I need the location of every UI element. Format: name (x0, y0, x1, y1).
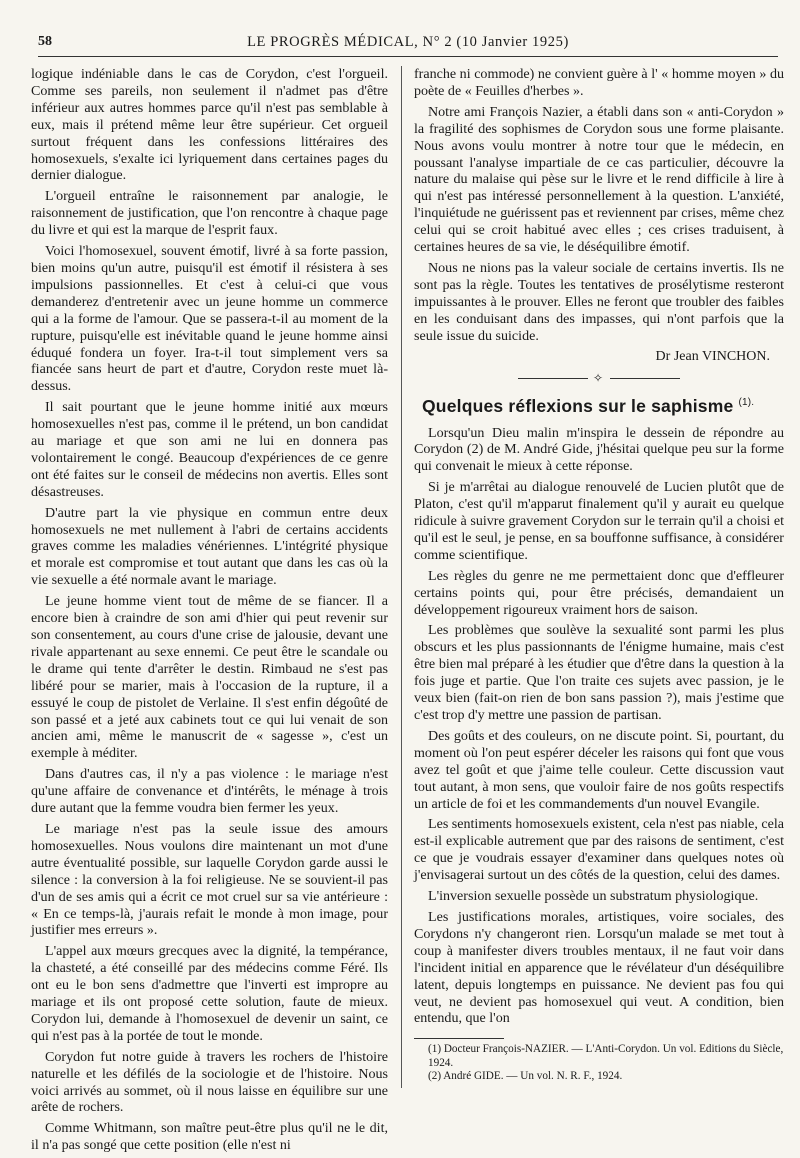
paragraph: L'orgueil entraîne le raisonnement par analogie, le raisonnement de justification, que l'on rencontre à chaque page du livre et qui est la marque de l'esprit faux. (31, 188, 388, 239)
page-number: 58 (38, 34, 52, 49)
paragraph: Comme Whitmann, son maître peut-être plus qu'il ne le dit, il n'a pas songé que cette position (elle n'est ni (31, 1120, 388, 1154)
title-footnote-ref: (1). (738, 396, 755, 408)
paragraph: Lorsqu'un Dieu malin m'inspira le dessein de répondre au Corydon (2) de M. André Gide, j'hésitai quelque peu sur la forme qui convenait le mieux à cette réponse. (414, 424, 784, 475)
footnote: (2) André GIDE. — Un vol. N. R. F., 1924. (428, 1070, 623, 1083)
paragraph: Notre ami François Nazier, a établi dans son « anti-Corydon » la fragilité des sophismes de Corydon sous une forme plaisante. Nous avons voulu montrer à notre tour que le médecin, en poussant l'analyse impartiale de ce cas particulier, découvre la nature du malaise qui pèse sur le livre et le rend difficile à lire à qui n'est pas intéressé personnellement à la question. L'anxiété, l'inquiétude ne guérissent pas et reviennent par crises, même chez celui qui se croit habitué avec elles ; ces crises traduisent, à certaines heures de sa vie, le déséquilibre émotif. (414, 103, 784, 256)
paragraph: Voici l'homosexuel, souvent émotif, livré à sa forte passion, bien moins qu'un autre, puisqu'il est émotif il résistera à ses impulsions passionnelles. Et c'est à celui-ci que vous demanderez d'entretenir avec un jeune homme un commerce qui a la forme de l'amour. Que se passera-t-il au moment de la rupture, puisqu'elle est inévitable quand le jeune homme ainsi éduqué fondera un foyer. Ira-t-il tout simplement vers sa fiancée sans heurt de part et d'autre, Corydon reste muet là-dessus. (31, 243, 388, 395)
footnote-rule (414, 1038, 504, 1039)
paragraph: L'appel aux mœurs grecques avec la dignité, la tempérance, la chasteté, a été conseillé par des médecins comme Féré. Ils ont eu le bon sens d'admettre que l'inverti est impropre au mariage et ils ont proposé cette solution, faute de mieux. Corydon lui, demande à l'homosexuel de devenir un saint, ce qui n'est pas à la portée de tout le monde. (31, 943, 388, 1044)
paragraph: Les justifications morales, artistiques, voire sociales, des Corydons n'y changeront rien. Lorsqu'un malade se met tout à coup à manifester divers troubles mentaux, il ne faut voir dans l'incident initial en apparence que le révélateur d'un déséquilibre latent, depuis longtemps en puissance. Ne devient pas fou qui veut, ne devient pas homosexuel qui veut. A condition, bien entendu, que l'on (414, 908, 784, 1027)
column-divider (401, 66, 402, 1088)
right-column (414, 66, 784, 1031)
footnote: (1) Docteur François-NAZIER. — L'Anti-Corydon. Un vol. Editions du Siècle, 1924. (428, 1043, 784, 1069)
page-header (38, 30, 778, 57)
paragraph: Les règles du genre ne me permettaient donc que d'effleurer certains points qui, pour être précisés, demandaient un développement rigoureux vraiment hors de saison. (414, 567, 784, 618)
paragraph: Dans d'autres cas, il n'y a pas violence : le mariage n'est qu'une affaire de convenance et d'intérêts, le ménage à trois dure autant que la femme voudra bien fermer les yeux. (31, 766, 388, 817)
paragraph: L'inversion sexuelle possède un substratum physiologique. (428, 888, 759, 905)
paragraph: Le mariage n'est pas la seule issue des amours homosexuelles. Nous voulons dire maintenant un mot d'une autre éventualité possible, sur laquelle Corydon garde aussi le silence : la conversion à la foi religieuse. Ne se souvient-il pas d'un de ses amis qui a écrit ce mot cruel sur sa vie antérieure : « En ce temps-là, j'aurais refait le monde à mon image, pour justifier mes erreurs ». (31, 820, 388, 939)
paragraph: Les problèmes que soulève la sexualité sont parmi les plus obscurs et les plus passionnants de l'énigme humaine, mais c'est être bien mal préparé à les étudier que d'être dans la question à la fois juge et partie. Que l'on traite ces sujets avec passion, je le veux bien (fait-on rien de bon sans passion ?), mais j'estime que c'est trop d'y mettre une passion de partisan. (414, 622, 784, 723)
left-column (31, 66, 388, 1158)
paragraph: Le jeune homme vient tout de même de se fiancer. Il a encore bien à craindre de son ami d'hier qui peut revenir sur son consentement, au cours d'une crise de jalousie, devant une rivale appartenant au sexe ennemi. Ce peut être le scandale ou le drame qui tente d'arrêter le destin. Rimbaud ne s'est pas libéré pour se marier, mais à l'occasion de la rupture, il a essuyé le coup de pistolet de Verlaine. Il s'est enfin dégoûté de son passé et a jeté aux cabinets tout ce qui lui venait de son ancien ami, même le manuscrit de « sagesse », c'est un exemple à méditer. (31, 593, 388, 762)
article-title-text: Quelques réflexions sur le saphisme (422, 395, 734, 416)
journal-title: LE PROGRÈS MÉDICAL, N° 2 (10 Janvier 1925) (247, 34, 569, 50)
paragraph: franche ni commode) ne convient guère à l' « homme moyen » du poète de « Feuilles d'herbes ». (414, 66, 784, 99)
paragraph: Corydon fut notre guide à travers les rochers de l'histoire naturelle et les défilés de la sociologie et de l'histoire. Nous voici arrivés au sommet, où il nous laisse en équilibre sur une arête de rochers. (31, 1048, 388, 1116)
paragraph: Les sentiments homosexuels existent, cela n'est pas niable, cela est-il explicable autrement que par des raisons de sentiment, c'est ce que je voudrais essayer d'examiner dans quelques notes où j'envisagerai surtout un des côtés de la question, celui des dames. (414, 816, 784, 884)
paragraph: Nous ne nions pas la valeur sociale de certains invertis. Ils ne sont pas la règle. Toutes les tentatives de prosélytisme resteront impuissantes à le prouver. Elles ne feront que troubler des faibles en les conduisant dans des impasses, qui n'ont parfois que la seule issue du suicide. (414, 259, 784, 344)
paragraph: logique indéniable dans le cas de Corydon, c'est l'orgueil. Comme ses pareils, non seulement il n'admet pas d'être inférieur aux autres hommes parce qu'il n'est pas semblable à eux, mais il prétend même leur être supérieur. Cet orgueil surtout fréquent dans les confessions littéraires des homosexuels, s'exalte ici lyriquement dans certaines pages du dernier dialogue. (31, 66, 388, 184)
article-title (422, 396, 784, 417)
paragraph: Il sait pourtant que le jeune homme initié aux mœurs homosexuelles n'est pas, comme il le prétend, un bon candidat au mariage et que son ami ne lui en donnera pas volontairement le congé. Beaucoup d'expériences de ce genre ont été faites sur le conseil de médecins non avertis. Elles sont désastreuses. (31, 399, 388, 500)
paragraph: D'autre part la vie physique en commun entre deux homosexuels ne met nullement à l'abri de certains accidents graves comme les maladies vénériennes. L'intégrité physique et morale est compromise et tout autant que dans les cas où la vie sexuelle a été normale avant le mariage. (31, 504, 388, 589)
author-signature: Dr Jean VINCHON. (655, 348, 770, 364)
paragraph: Des goûts et des couleurs, on ne discute point. Si, pourtant, du moment où l'on peut espérer déceler les raisons qui font que vous avez tel goût et que j'aime telle couleur. Cette discussion vaut tout autant, à mon sens, que vouloir faire de nos goûts respectifs un article de foi et les commandements d'un nouvel Evangile. (414, 727, 784, 812)
footnotes (428, 1043, 784, 1084)
paragraph: Si je m'arrêtai au dialogue renouvelé de Lucien plutôt que de Platon, c'est qu'il m'apparut finalement qu'il y aurait eu quelque ridicule à suivre gravement Corydon sur le terrain qu'il a choisi et qu'il est le seul, je pense, en sa bouffonne suffisance, à considérer comme scientifique. (414, 479, 784, 563)
section-ornament: ✧ (414, 371, 784, 386)
